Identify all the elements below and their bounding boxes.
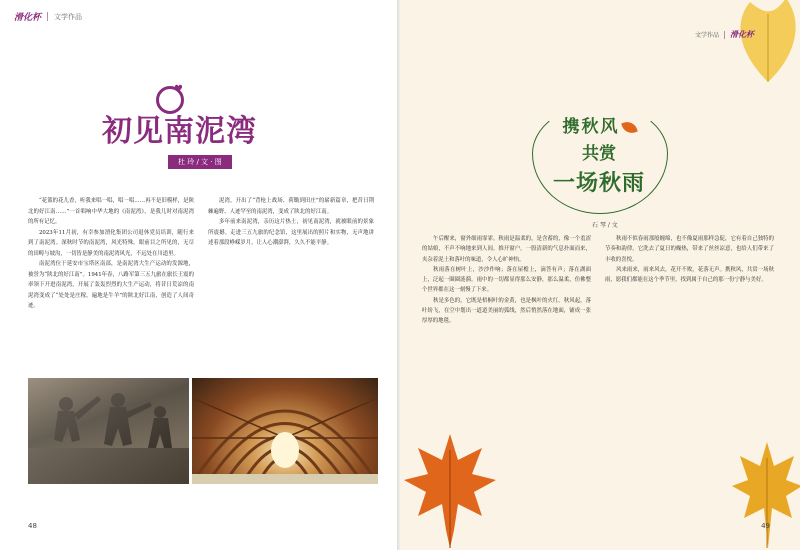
ginkgo-leaf-icon [730, 0, 800, 84]
maple-leaf-icon [730, 440, 800, 550]
text-column [605, 234, 774, 327]
maple-leaf-icon [402, 430, 498, 550]
paragraph: 秋是多色的，它既是梧桐叶的金黄，也是枫叶的火红。秋风起，落叶纷飞，在空中划出一道道美丽的弧线，然后悄然落在地面，铺成一张厚厚的地毯。 [422, 297, 591, 325]
section-label: 文学作品 [54, 12, 83, 21]
paragraph: 泥湾，开出了“背枪上战场、荷锄到田庄”的崭新篇章，把昔日荆棘遍野、人迹罕至的南泥湾，变成了陕北的好江南。 [208, 198, 374, 215]
text-column [208, 196, 374, 312]
right-body-text [422, 234, 774, 327]
maple-leaf-icon [621, 119, 638, 136]
header-divider [724, 31, 725, 39]
article-title [544, 112, 654, 197]
heart-icon: ♥ [174, 84, 183, 95]
brand-logo: 滑化杯 [730, 29, 754, 39]
author-byline: 杜 玲 / 文 · 图 [168, 155, 232, 169]
paragraph: 午后醒来，窗外细雨霏霏。秋雨是温柔的，是含蓄的，像一个羞涩的姑娘，不声不响地来到人间。推开窗户，一股清新的气息扑面而来，夹杂着泥土和落叶的味道，令人心旷神怡。 [422, 236, 591, 263]
title-line: 一场秋雨 [552, 170, 645, 196]
paragraph: 2023年11月初，有幸参加渭化集团公司退休党员培训，随行来到了南泥湾。深秋时节的南泥湾，风光特殊。眼前目之所见的，无尽的田畴与坡沟，一切皆是静美的南泥湾风光，不远处在川道里。 [28, 229, 194, 257]
title-text: 初见南泥湾 [102, 114, 257, 149]
section-label: 文学作品 [694, 32, 719, 39]
left-page [0, 0, 398, 550]
page-number-right: 49 [761, 522, 770, 530]
paragraph: 秋雨落在树叶上，沙沙作响；落在屋檐上，滴答有声；落在湖面上，泛起一圈圈涟漪。雨中的一切都显得那么安静，那么温柔，仿佛整个世界都在这一刻慢了下来。 [422, 266, 591, 294]
page-number-left: 48 [28, 522, 37, 530]
paragraph: “花篮的花儿香，听我来唱一唱，唱一唱……再不是旧模样，是陕北的好江南……”一首唱响中华大地的《南泥湾》，是我儿时对南泥湾的所有记忆。 [28, 198, 194, 225]
brand-logo: 滑化杯 [14, 13, 42, 23]
paragraph: 多年前来南泥湾，亲历这片热土，初见南泥湾，就被眼前的景象所震撼。走进三五九旅的纪念馆，这里展出的照片和实物，无声地讲述着那段峥嵘岁月，让人心潮澎湃，久久不能平静。 [208, 219, 374, 246]
title-line: 携秋风 [544, 112, 654, 137]
left-body-text [28, 196, 374, 312]
article-title [92, 84, 302, 149]
paragraph: 风来雨来，雨来风去，花开不败，花落无声。携秋风，共赏一场秋雨，愿我们都能在这个季节里，找到属于自己的那一份宁静与美好。 [605, 266, 774, 284]
left-header [14, 10, 82, 23]
right-header [695, 29, 754, 40]
title-line: 共赏 [582, 144, 616, 164]
text-column [28, 196, 194, 312]
text-column [422, 234, 591, 327]
statue-photo [28, 378, 189, 484]
header-divider [47, 12, 48, 21]
right-page [400, 0, 800, 550]
author-byline: 石 琴 / 文 [592, 222, 618, 229]
paragraph: 秋雨不似春雨那般缠绵，也不像夏雨那样急促，它有着自己独特的节奏和韵律。它洗去了夏日的燥热，带来了丝丝凉意，也给人们带来了丰收的喜悦。 [605, 236, 774, 263]
paragraph: 南泥湾位于延安市宝塔区南部，是南泥湾大生产运动的发源地，被誉为“陕北的好江南”。1941年春，八路军第三五九旅在旅长王震的率领下开进南泥湾，开展了轰轰烈烈的大生产运动，将昔日荒凉的南泥湾变成了“处处是庄稼，遍地是牛羊”的陕北好江南，创造了人间奇迹。 [28, 261, 194, 309]
tunnel-photo [192, 378, 378, 484]
